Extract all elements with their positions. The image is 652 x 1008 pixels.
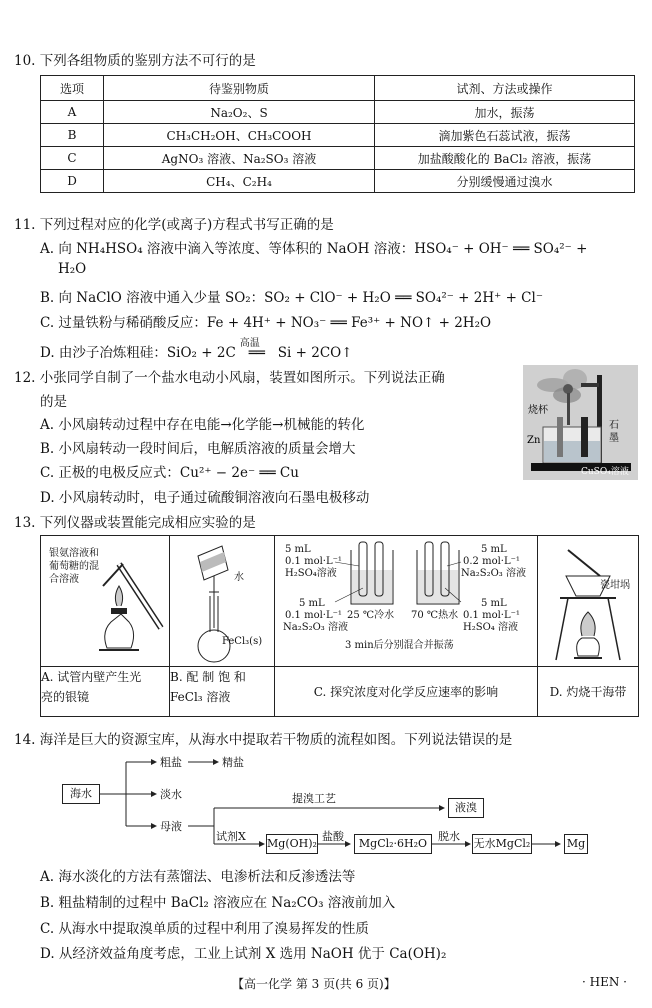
test-tube-drawing [41,536,169,666]
row-d-substances: CH₄、C₂H₄ [104,170,375,193]
q11-option-a: A. 向 NH₄HSO₄ 溶液中滴入等浓度、等体积的 NaOH 溶液：HSO₄⁻ + OH⁻ ══ SO₄²⁻ + [40,241,588,257]
refined-salt-label: 精盐 [222,756,244,769]
q12-stem: 12. 小张同学自制了一个盐水电动小风扇，装置如图所示。下列说法正确 [14,370,445,386]
q11-option-b: B. 向 NaClO 溶液中通入少量 SO₂：SO₂ + ClO⁻ + H₂O ══ SO₄²⁻ + 2H⁺ + Cl⁻ [40,290,543,306]
caption-a [41,667,170,717]
figure-row [41,536,639,667]
fig-a-cell [41,536,170,667]
extraction-flowchart [60,750,620,860]
q11-d-post: Si + 2CO↑ [277,345,353,361]
fig-c-cell [275,536,538,667]
c-right-conc: 0.2 mol·L⁻¹ [463,556,520,567]
fig-a-label-2: 葡萄糖的混 [49,561,99,572]
row-c-substances: AgNO₃ 溶液、Na₂SO₃ 溶液 [104,147,375,170]
caption-c: C. 探究浓度对化学反应速率的影响 [275,667,538,717]
fig-a-label-1: 银氨溶液和 [49,548,99,559]
mg-box: Mg [564,834,588,854]
c-left-conc-2: 0.1 mol·L⁻¹ [285,610,342,621]
c-right-solution: Na₂S₂O₃ 溶液 [461,568,526,579]
c-right-vol: 5 mL [481,544,507,555]
fan-apparatus-drawing [523,365,638,480]
row-b-method: 滴加紫色石蕊试液，振荡 [375,124,635,147]
q14-option-a: A. 海水淡化的方法有蒸馏法、电渗析法和反渗透法等 [40,869,356,885]
c-right-conc-2: 0.1 mol·L⁻¹ [463,610,520,621]
header-option: 选项 [41,76,104,101]
table-header-row [41,76,635,101]
reagent-x-label: 试剂X [216,830,246,843]
row-a-option: A [41,101,104,124]
fan-apparatus-figure [523,365,638,480]
row-c-method: 加盐酸酸化的 BaCl₂ 溶液，振荡 [375,147,635,170]
table-row [41,170,635,193]
mixing-note: 3 min后分别混合并振荡 [345,640,454,651]
header-substances: 待鉴别物质 [104,76,375,101]
fig-d-cell [538,536,639,667]
q11-stem: 11. 下列过程对应的化学(或离子)方程式书写正确的是 [14,217,334,233]
row-d-option: D [41,170,104,193]
c-left-conc: 0.1 mol·L⁻¹ [285,556,342,567]
table-row [41,101,635,124]
hcl-label: 盐酸 [322,830,344,843]
condition-label: 高温 [239,338,260,349]
row-c-option: C [41,147,104,170]
q10-stem: 10. 下列各组物质的鉴别方法不可行的是 [14,53,256,69]
row-b-substances: CH₃CH₂OH、CH₃COOH [104,124,375,147]
beakers-drawing [275,536,537,636]
fig-a-label-3: 合溶液 [49,574,79,585]
q13-table [40,535,639,717]
q12-option-c: C. 正极的电极反应式：Cu²⁺ − 2e⁻ ══ Cu [40,465,299,481]
page-footer: 【高一化学 第 3 页(共 6 页)】 [232,977,396,991]
zn-label: Zn [527,435,541,446]
q11-d-pre: D. 由沙子冶炼粗硅：SiO₂ + 2C [40,345,236,361]
bromine-process-label: 提溴工艺 [292,792,336,805]
c-left-solution-2: Na₂S₂O₃ 溶液 [283,622,348,633]
q12-option-d: D. 小风扇转动时，电子通过硫酸铜溶液向石墨电极移动 [40,490,370,506]
caption-a-1: A. 试管内壁产生光 [41,670,142,684]
row-d-method: 分别缓慢通过溴水 [375,170,635,193]
mgoh2-box: Mg(OH)₂ [266,834,318,854]
solution-label: CuSO₄溶液 [581,467,629,477]
caption-d: D. 灼烧干海带 [538,667,639,717]
graphite-label-2: 墨 [609,433,619,444]
high-temp-arrow: 高温 ══ [236,345,278,361]
crucible-drawing [538,536,638,666]
seawater-box: 海水 [62,784,100,804]
water-label: 水 [234,572,244,583]
footer-code: · HEN · [582,975,627,989]
table-row [41,124,635,147]
table-row [41,147,635,170]
graphite-label-1: 石 [609,420,619,431]
q12-option-a: A. 小风扇转动过程中存在电能→化学能→机械能的转化 [40,417,365,433]
caption-row [41,667,639,717]
header-method: 试剂、方法或操作 [375,76,635,101]
mgcl2-hydrate-box: MgCl₂·6H₂O [354,834,432,854]
q12-stem-cont: 的是 [40,394,67,410]
liquid-bromine-box: 液溴 [448,798,484,818]
fresh-water-label: 淡水 [160,788,182,801]
q13-stem: 13. 下列仪器或装置能完成相应实验的是 [14,515,256,531]
q11-option-a-cont: H₂O [58,261,87,277]
caption-a-2: 亮的银镜 [41,690,90,704]
row-b-option: B [41,124,104,147]
fig-b-cell [170,536,275,667]
anhydrous-mgcl2-box: 无水MgCl₂ [472,834,532,854]
c-left-solution: H₂SO₄溶液 [285,568,337,579]
beaker-label: 烧杯 [528,405,548,416]
caption-b-1: B. 配 制 饱 和 [170,670,246,684]
row-a-substances: Na₂O₂、S [104,101,375,124]
fecl3-solid-label: FeCl₃(s) [222,636,263,647]
q11-option-d [40,338,353,361]
caption-b [170,667,275,717]
cold-water-label: 25 ℃冷水 [347,610,395,621]
caption-b-2: FeCl₃ 溶液 [170,690,231,704]
q14-option-c: C. 从海水中提取溴单质的过程中利用了溴易挥发的性质 [40,921,369,937]
mother-liquor-label: 母液 [160,820,182,833]
q10-table [40,75,635,193]
c-left-vol-2: 5 mL [299,598,325,609]
q14-option-d: D. 从经济效益角度考虑，工业上试剂 X 选用 NaOH 优于 Ca(OH)₂ [40,946,447,962]
c-right-solution-2: H₂SO₄ 溶液 [463,622,518,633]
hot-water-label: 70 ℃热水 [411,610,459,621]
q14-stem: 14. 海洋是巨大的资源宝库，从海水中提取若干物质的流程如图。下列说法错误的是 [14,732,513,748]
c-left-vol: 5 mL [285,544,311,555]
row-a-method: 加水，振荡 [375,101,635,124]
crude-salt-label: 粗盐 [160,756,182,769]
q11-option-c: C. 过量铁粉与稀硝酸反应：Fe + 4H⁺ + NO₃⁻ ══ Fe³⁺ + NO↑ + 2H₂O [40,315,492,331]
crucible-label: 瓷坩埚 [600,580,630,591]
q12-option-b: B. 小风扇转动一段时间后，电解质溶液的质量会增大 [40,441,356,457]
q14-option-b: B. 粗盐精制的过程中 BaCl₂ 溶液应在 Na₂CO₃ 溶液前加入 [40,895,396,911]
dehydrate-label: 脱水 [438,830,460,843]
c-right-vol-2: 5 mL [481,598,507,609]
